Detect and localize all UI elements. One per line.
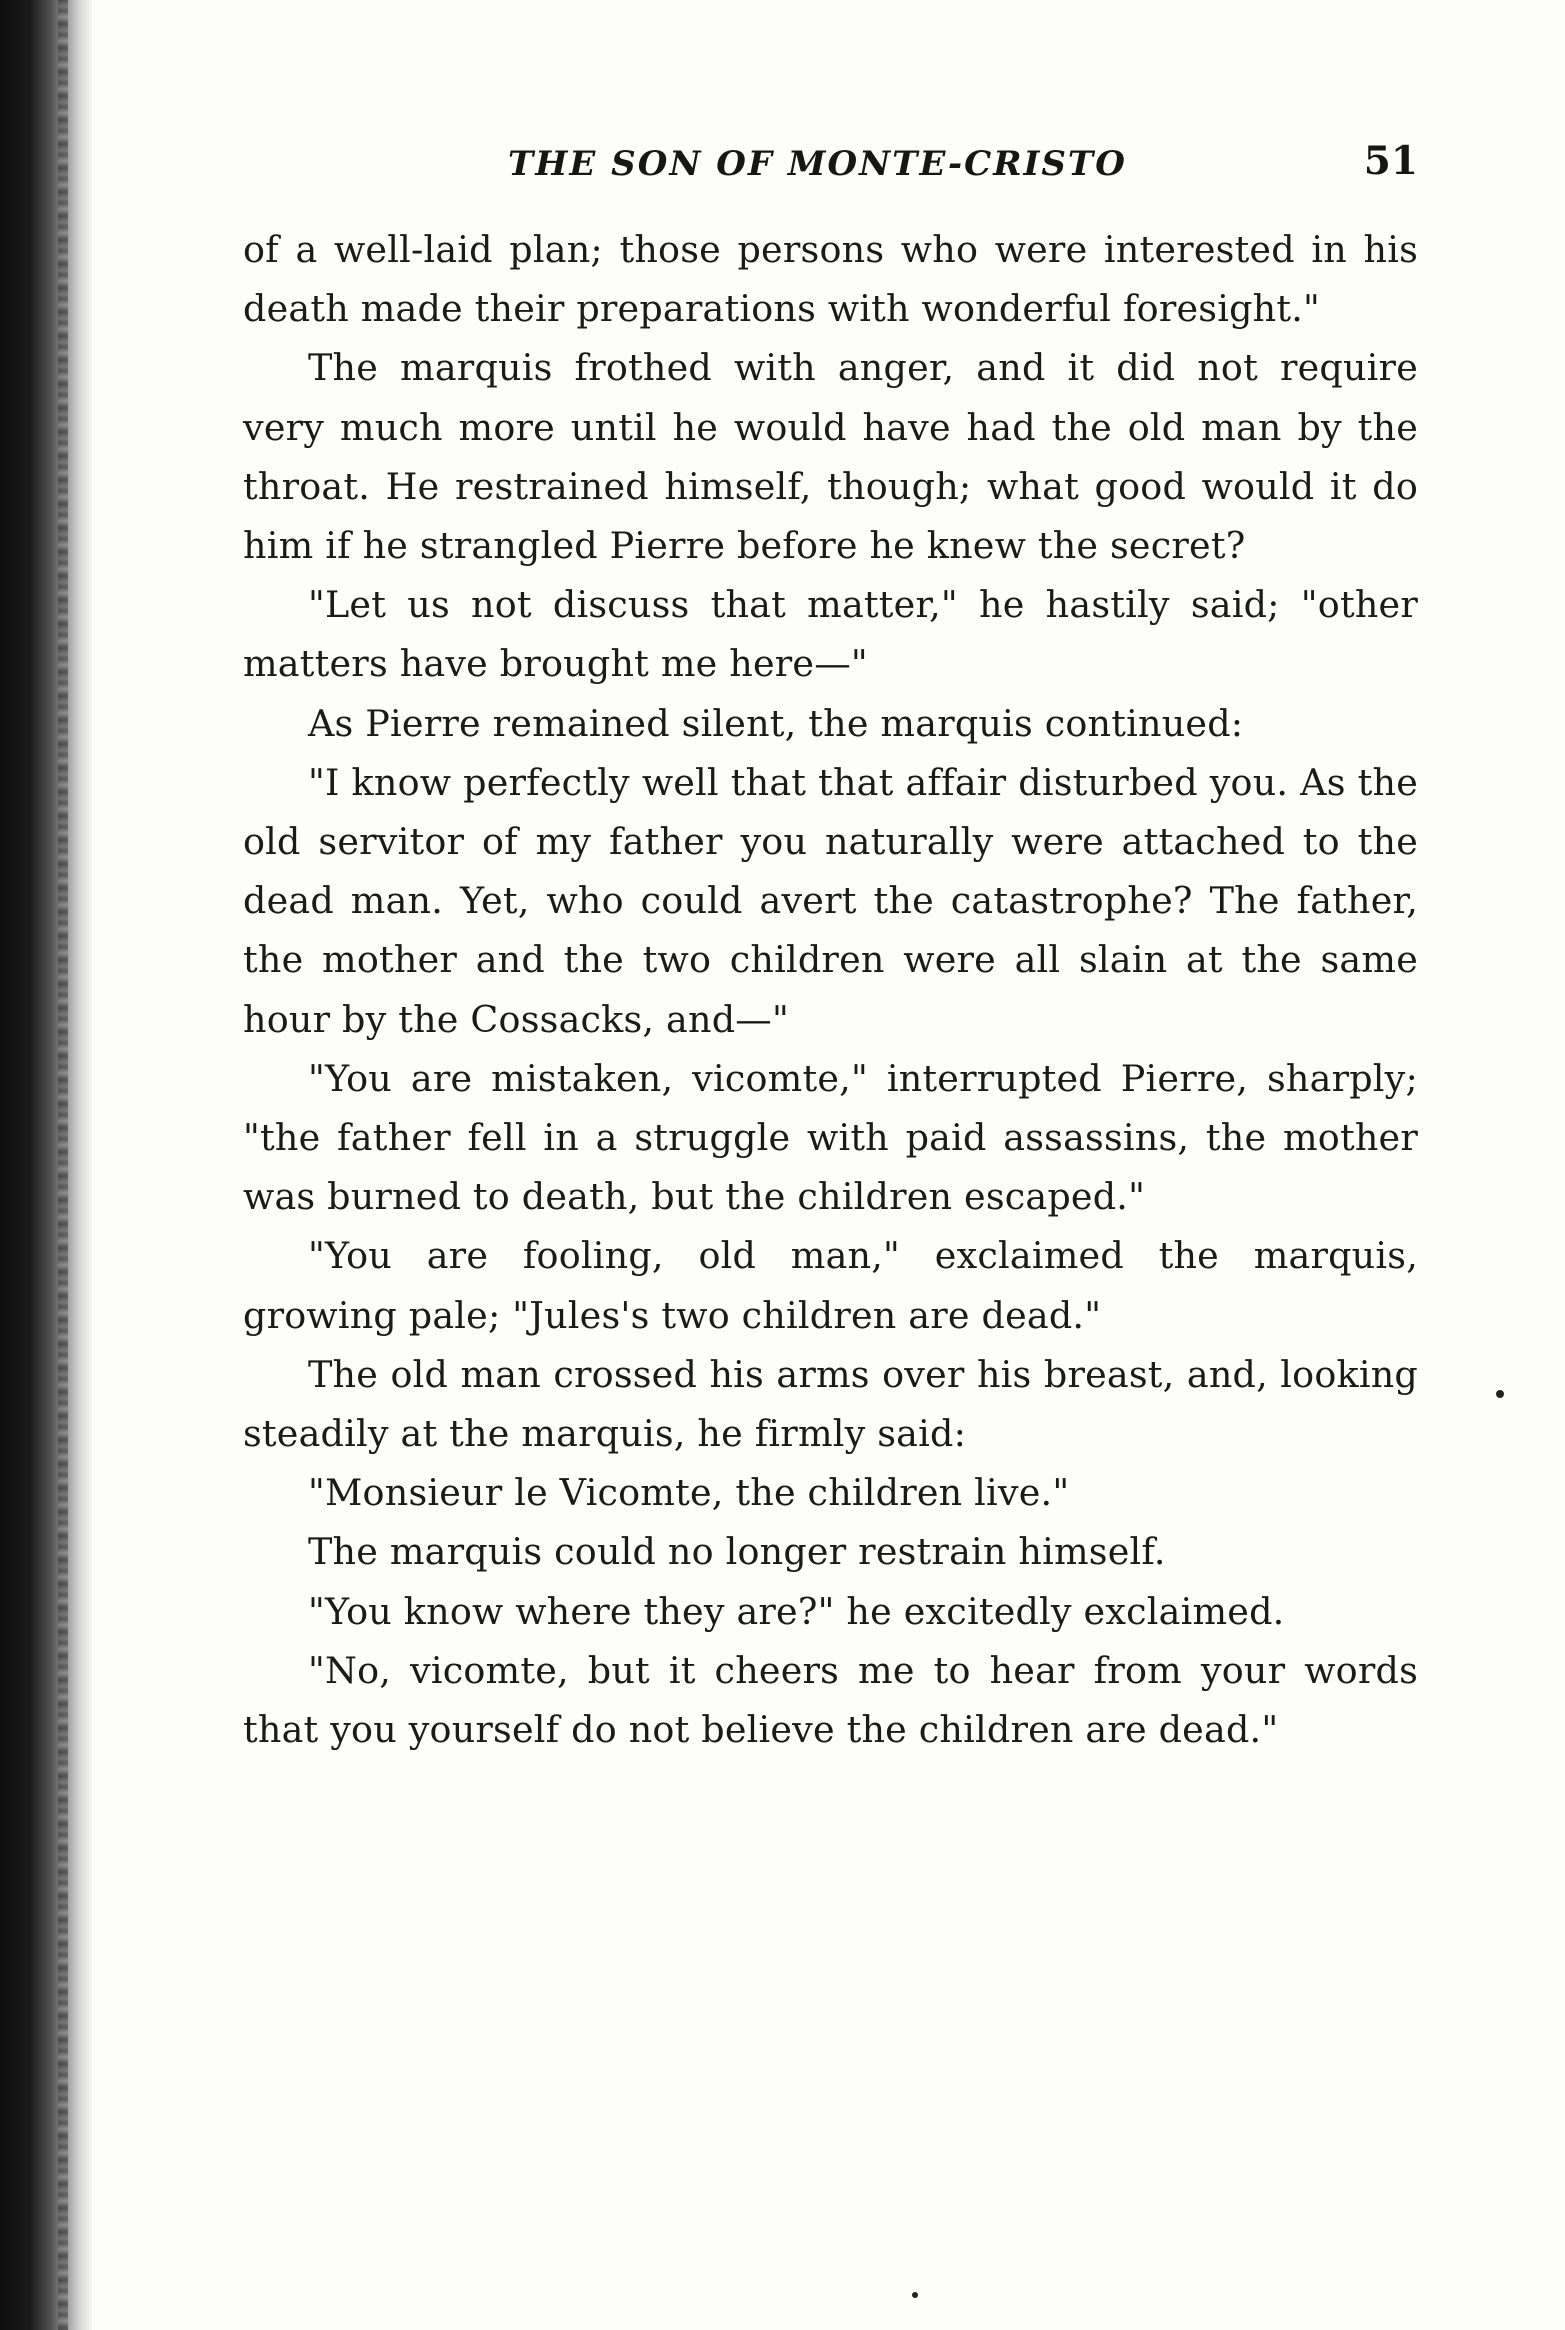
paragraph: "You are mistaken, vicomte," interrupted Pierre, sharply; "the father fell in a struggle with paid assassins, the mother was burned to death, but the children escaped.": [243, 1056, 1418, 1219]
paragraph: The old man crossed his arms over his breast, and, looking steadily at the marquis, he firmly said:: [243, 1352, 1418, 1456]
paragraph: "I know perfectly well that that affair disturbed you. As the old servitor of my father you naturally were attached to the dead man. Yet, who could avert the catastrophe? The father, the mother and the two children were all slain at the same hour by the Cossacks, and—": [243, 760, 1418, 1041]
paragraph: As Pierre remained silent, the marquis continued:: [308, 701, 1244, 745]
paragraph: "You are fooling, old man," exclaimed the marquis, growing pale; "Jules's two children are dead.": [243, 1234, 1418, 1337]
body-text: [243, 220, 1418, 1759]
print-speck: [912, 2292, 918, 2298]
paragraph: "You know where they are?" he excitedly exclaimed.: [308, 1589, 1285, 1633]
page-number: 51: [1363, 138, 1418, 184]
book-spine-shadow: [0, 0, 92, 2330]
paragraph: of a well-laid plan; those persons who were interested in his death made their preparations with wonderful foresight.": [243, 228, 1418, 331]
paragraph: "Monsieur le Vicomte, the children live.": [308, 1471, 1070, 1515]
paragraph: The marquis could no longer restrain himself.: [308, 1530, 1166, 1574]
paragraph: "No, vicomte, but it cheers me to hear from your words that you yourself do not believe the children are dead.": [243, 1648, 1418, 1752]
running-title: THE SON OF MONTE-CRISTO: [508, 144, 1127, 184]
page-edge-texture: [58, 0, 68, 2330]
paragraph: The marquis frothed with anger, and it did not require very much more until he would have had the old man by the throat. He restrained himself, though; what good would it do him if he strangled Pierre before he knew the secret?: [243, 346, 1418, 568]
paragraph: "Let us not discuss that matter," he hastily said; "other matters have brought me here—": [243, 583, 1418, 686]
page-header: [243, 138, 1418, 198]
print-speck: [1496, 1390, 1504, 1398]
